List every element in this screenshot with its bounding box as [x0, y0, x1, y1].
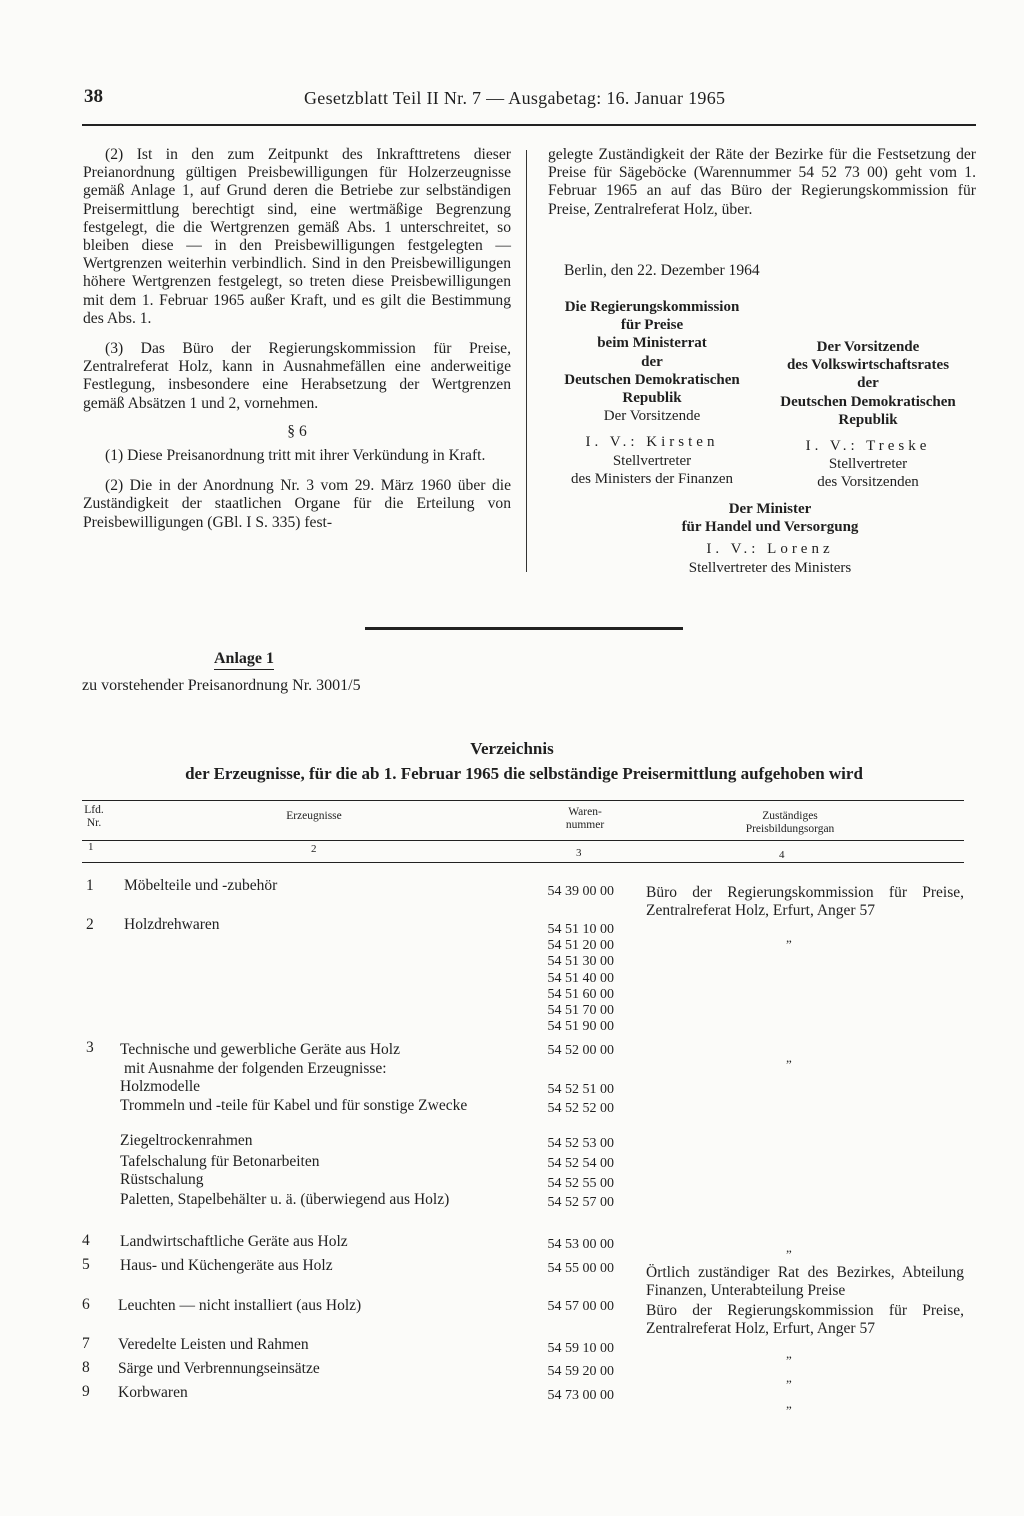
- price-organ: Örtlich zuständiger Rat des Bezirkes, Abteilung Finanzen, Unterabteilung Preise: [646, 1264, 964, 1299]
- section-6-paragraph-1: (1) Diese Preisanordnung tritt mit ihrer Verkündung in Kraft.: [105, 447, 486, 465]
- row-number: 3: [86, 1039, 94, 1056]
- price-organ: Büro der Regierungskommission für Preise, Zentralreferat Holz, Erfurt, Anger 57: [646, 1302, 964, 1337]
- product-name: Veredelte Leisten und Rahmen: [118, 1336, 309, 1353]
- price-organ: Büro der Regierungskommission für Preise, Zentralreferat Holz, Erfurt, Anger 57: [646, 884, 964, 919]
- signature-org-line: des Volkswirtschaftsrates: [786, 357, 950, 374]
- product-name-continued: mit Ausnahme der folgenden Erzeugnisse:: [124, 1060, 387, 1077]
- product-number: 54 52 51 00: [547, 1082, 614, 1097]
- row-number: 4: [82, 1232, 90, 1249]
- signature-org-line: für Handel und Versorgung: [681, 519, 859, 536]
- sub-product-name: Ziegeltrockenrahmen: [120, 1132, 253, 1149]
- product-number: 54 51 20 00: [547, 938, 614, 954]
- signature-org-line: Der Minister: [728, 501, 812, 517]
- row-number: 8: [82, 1359, 90, 1376]
- list-subtitle: der Erzeugnisse, für die ab 1. Februar 1965 die selbständige Preisermittlung aufgehoben wird: [185, 764, 863, 783]
- product-number: 54 53 00 00: [547, 1237, 614, 1252]
- list-title: Verzeichnis: [470, 739, 554, 758]
- signature-title: Stellvertreter des Ministers: [688, 559, 852, 576]
- ditto-mark: „: [786, 1370, 792, 1385]
- product-number: 54 52 55 00: [547, 1176, 614, 1191]
- row-number: 5: [82, 1256, 90, 1273]
- running-title: Gesetzblatt Teil II Nr. 7 — Ausgabetag: 16. Januar 1965: [304, 88, 726, 108]
- signature-org-line: Republik: [838, 411, 898, 428]
- row-number: 9: [82, 1383, 90, 1400]
- signature-org-line: Deutschen Demokratischen: [780, 393, 956, 410]
- row-number: 6: [82, 1296, 90, 1313]
- ditto-mark: „: [786, 1346, 792, 1361]
- signature-title: des Vorsitzenden: [817, 474, 919, 491]
- signature-org-line: der: [857, 375, 879, 392]
- header-price-organ: Zuständiges Preisbildungsorgan: [745, 810, 835, 835]
- product-number: 54 52 54 00: [547, 1156, 614, 1171]
- signature-role: Der Vorsitzende: [603, 408, 701, 425]
- signature-org-line: Die Regierungskommission: [564, 299, 740, 315]
- continuation-paragraph: gelegte Zuständigkeit der Räte der Bezirke für die Festsetzung der Preise für Sägeböcke (Warennummer 54 52 73 00) geht vom 1. Februar 1965 an auf das Büro der Regierungskommission für Preise, Zentralreferat Holz, über.: [548, 146, 976, 218]
- signature-org-line: Deutschen Demokratischen: [564, 371, 740, 388]
- ditto-mark: „: [786, 930, 792, 945]
- product-number: 54 59 20 00: [547, 1364, 614, 1379]
- signature-title: Stellvertreter: [828, 456, 908, 473]
- sub-product-name: Paletten, Stapelbehälter u. ä. (überwiegend aus Holz): [120, 1191, 450, 1208]
- signature-title: Stellvertreter: [612, 452, 692, 469]
- product-name: Holzdrehwaren: [124, 916, 220, 933]
- ditto-mark: „: [786, 1240, 792, 1255]
- column-index: 2: [311, 843, 317, 855]
- column-divider: [526, 150, 527, 572]
- product-name: Haus- und Küchengeräte aus Holz: [120, 1257, 333, 1274]
- column-index: 3: [576, 847, 582, 859]
- signature-org-line: beim Ministerrat: [597, 335, 707, 352]
- product-number-list: [520, 922, 614, 1035]
- header-rule: [82, 124, 976, 126]
- section-separator: [365, 627, 683, 630]
- product-number: 54 57 00 00: [547, 1299, 614, 1314]
- header-products: Erzeugnisse: [286, 810, 342, 822]
- paragraph-2: (2) Ist in den zum Zeitpunkt des Inkrafttretens dieser Preianordnung gültigen Preisbewilligungen für Holzerzeugnisse gemäß Anlage 1, auf Grund deren die Betriebe zur selbständigen Preisermittlung berechtigt sind, eine wertmäßige Begrenzung festgelegt, die die Wertgrenzen gemäß Abs. 1 unterschreitet, so bleiben diese — in den Preisbewilligungen festgelegten — Wertgrenzen weiterhin verbindlich. Sind in den Preisbewilligungen höhere Wertgrenzen festgelegt, so treten diese Preisbewilligungen mit dem 1. Februar 1965 außer Kraft, und es gilt die Bestimmung des Abs. 1.: [83, 146, 511, 327]
- column-index: 1: [88, 841, 94, 853]
- product-number: 54 51 70 00: [547, 1003, 614, 1019]
- product-number: 54 55 00 00: [547, 1261, 614, 1276]
- signature-org-line: der: [641, 353, 663, 370]
- product-number: 54 51 60 00: [547, 986, 614, 1002]
- product-number: 54 51 10 00: [547, 922, 614, 937]
- signature-title: des Ministers der Finanzen: [570, 470, 734, 487]
- row-number: 7: [82, 1335, 90, 1352]
- product-name: Korbwaren: [118, 1384, 188, 1401]
- product-number: 54 51 30 00: [547, 954, 614, 970]
- annex-title: Anlage 1: [214, 650, 274, 670]
- product-number: 54 52 00 00: [547, 1043, 614, 1058]
- place-and-date: Berlin, den 22. Dezember 1964: [564, 262, 760, 279]
- page-number: 38: [84, 86, 103, 107]
- product-number: 54 52 57 00: [547, 1195, 614, 1210]
- product-name: Särge und Verbrennungseinsätze: [118, 1360, 320, 1377]
- sub-product-name: Holzmodelle: [120, 1078, 201, 1095]
- signature-org-line: Der Vorsitzende: [816, 339, 920, 355]
- signature-name: I. V.: Lorenz: [706, 541, 834, 558]
- signature-block-trade-minister: [620, 500, 920, 577]
- signature-block-economic-council: [762, 338, 974, 492]
- table-header-rule: [82, 840, 964, 841]
- row-number: 2: [86, 916, 94, 933]
- header-product-number: Waren- nummer: [565, 806, 605, 831]
- product-number: 54 52 53 00: [547, 1136, 614, 1151]
- signature-block-price-commission: [546, 298, 758, 488]
- product-number: 54 39 00 00: [547, 884, 614, 899]
- product-name: Leuchten — nicht installiert (aus Holz): [118, 1297, 362, 1314]
- product-name: Landwirtschaftliche Geräte aus Holz: [120, 1233, 348, 1250]
- section-6-paragraph-2: (2) Die in der Anordnung Nr. 3 vom 29. März 1960 über die Zuständigkeit der staatlichen Organe für die Erteilung von Preisbewilligungen (GBl. I S. 335) fest-: [83, 477, 511, 531]
- signature-org-line: Republik: [622, 390, 682, 407]
- right-column: [548, 146, 976, 219]
- paragraph-3: (3) Das Büro der Regierungskommission für Preise, Zentralreferat Holz, kann in Ausnahmefällen eine anderweitige Festlegung, insbesondere eine Herabsetzung der Wertgrenzen gemäß Absätzen 1 und 2, vornehmen.: [83, 340, 511, 412]
- section-heading: § 6: [287, 422, 307, 440]
- table-index-rule: [82, 862, 964, 863]
- product-name: Möbelteile und -zubehör: [124, 877, 278, 894]
- annex-subtitle: zu vorstehender Preisanordnung Nr. 3001/5: [82, 677, 361, 694]
- row-number: 1: [86, 877, 94, 894]
- sub-product-name: Tafelschalung für Betonarbeiten: [120, 1153, 320, 1170]
- product-number: 54 73 00 00: [547, 1388, 614, 1403]
- product-name: Technische und gewerbliche Geräte aus Holz: [120, 1041, 400, 1058]
- header-lfd-nr: Lfd. Nr.: [84, 804, 104, 829]
- left-column: [83, 146, 511, 532]
- signature-name: I. V.: Treske: [805, 438, 931, 455]
- sub-product-name: Rüstschalung: [120, 1171, 204, 1188]
- signature-org-line: für Preise: [620, 317, 684, 334]
- product-number: 54 59 10 00: [547, 1341, 614, 1356]
- product-number: 54 51 40 00: [547, 970, 614, 986]
- table-top-rule: [82, 800, 964, 801]
- product-number: 54 51 90 00: [547, 1019, 614, 1035]
- signature-name: I. V.: Kirsten: [585, 434, 719, 451]
- sub-product-name: Trommeln und -teile für Kabel und für sonstige Zwecke: [120, 1097, 468, 1114]
- product-number: 54 52 52 00: [547, 1101, 614, 1116]
- column-index: 4: [779, 849, 785, 861]
- ditto-mark: „: [786, 1396, 792, 1411]
- ditto-mark: „: [786, 1050, 792, 1065]
